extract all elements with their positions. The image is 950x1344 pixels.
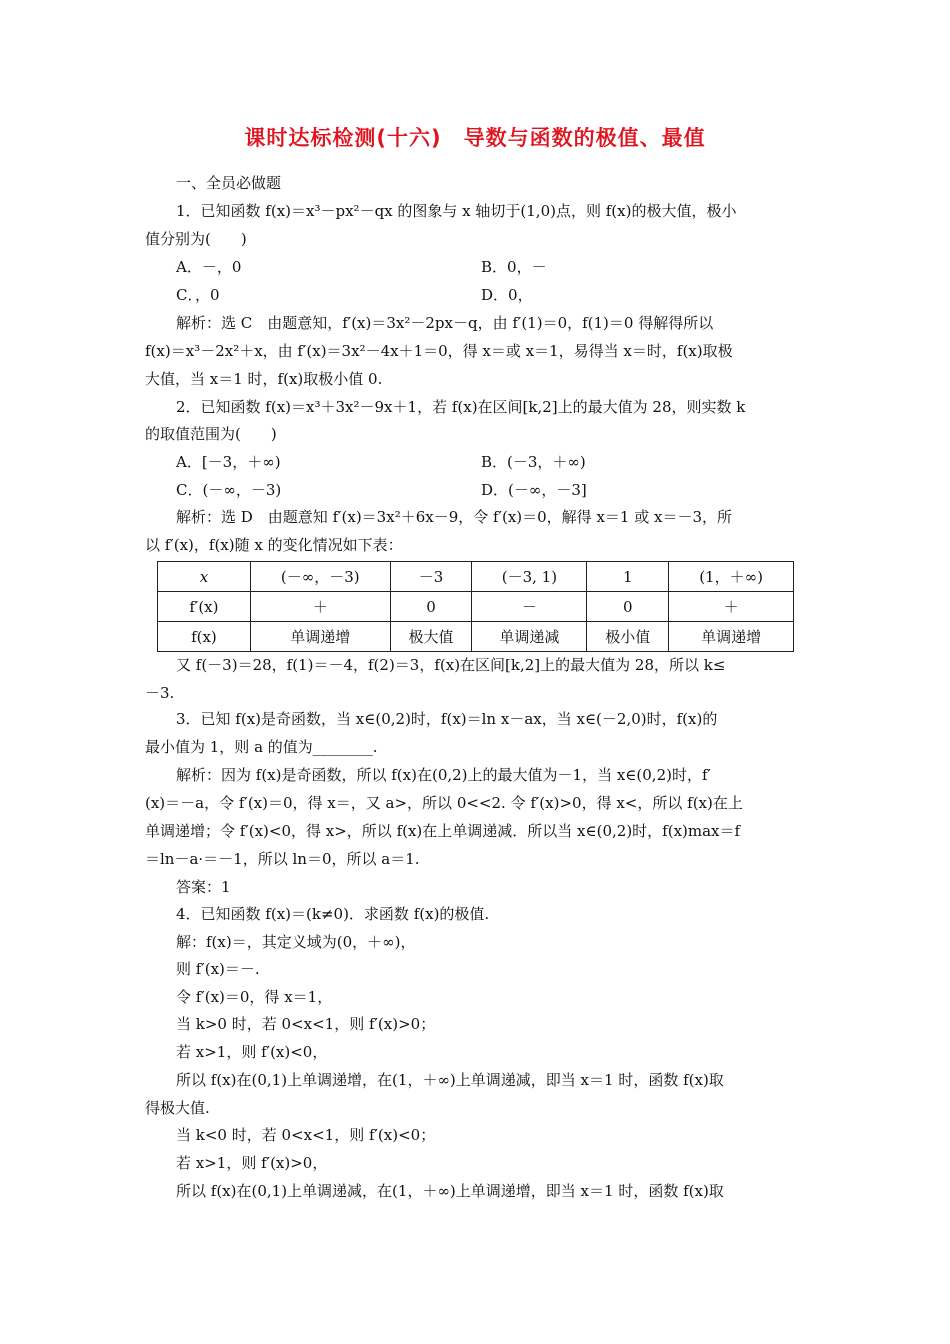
text-line: 的取值范围为( )	[145, 425, 277, 443]
text-line: 大值，当 x＝1 时，f(x)取极小值 0.	[145, 370, 383, 388]
text-line: 1．已知函数 f(x)＝x³－px²－qx 的图象与 x 轴切于(1,0)点，则 f(x)的极大值，极小	[176, 202, 737, 220]
table-row	[158, 592, 794, 622]
table-cell: 1	[587, 562, 669, 592]
table-cell: 单调递增	[250, 622, 390, 652]
text-line: 最小值为 1，则 a 的值为________.	[145, 738, 378, 756]
text-line: 解析：选 D 由题意知 f′(x)＝3x²＋6x－9，令 f′(x)＝0，解得 x＝1 或 x＝－3，所	[176, 508, 732, 526]
page-title: 课时达标检测(十六) 导数与函数的极值、最值	[244, 126, 706, 150]
table-cell: 单调递增	[669, 622, 794, 652]
text-line: 得极大值.	[145, 1099, 210, 1117]
table-cell: f(x)	[158, 622, 251, 652]
table-cell: (－∞，－3)	[250, 562, 390, 592]
text-line: 解：f(x)＝，其定义域为(0，＋∞)，	[176, 933, 416, 951]
table-cell: 极大值	[390, 622, 472, 652]
text-line: D．0，	[481, 286, 533, 304]
text-line: 解析：选 C 由题意知，f′(x)＝3x²－2px－q，由 f′(1)＝0，f(1)＝0 得解得所以	[176, 314, 714, 332]
text-line: C．(－∞，－3)	[176, 481, 282, 499]
text-line: B．0，－	[481, 258, 547, 276]
text-line: B．(－3，＋∞)	[481, 453, 586, 471]
variation-table	[157, 561, 794, 652]
table-row	[158, 622, 794, 652]
text-line: D．(－∞，－3]	[481, 481, 587, 499]
table-row	[158, 562, 794, 592]
table-cell: ＋	[250, 592, 390, 622]
table-cell: f′(x)	[158, 592, 251, 622]
text-line: (x)＝－a，令 f′(x)＝0，得 x＝，又 a>，所以 0<<2. 令 f′(x)>0，得 x<，所以 f(x)在上	[145, 794, 743, 812]
text-line: 单调递增；令 f′(x)<0，得 x>，所以 f(x)在上单调递减．所以当 x∈(0,2)时，f(x)max＝f	[145, 822, 741, 840]
text-line: 4．已知函数 f(x)＝(k≠0)．求函数 f(x)的极值.	[176, 905, 490, 923]
text-line: ＝ln－a·＝－1，所以 ln＝0，所以 a＝1.	[145, 850, 420, 868]
table-cell: －	[472, 592, 587, 622]
text-line: C．，0	[176, 286, 220, 304]
text-line: f(x)＝x³－2x²＋x，由 f′(x)＝3x²－4x＋1＝0，得 x＝或 x＝1，易得当 x＝时，f(x)取极	[145, 342, 733, 360]
text-line: 所以 f(x)在(0,1)上单调递增，在(1，＋∞)上单调递减，即当 x＝1 时，函数 f(x)取	[176, 1071, 724, 1089]
table-cell: (1，＋∞)	[669, 562, 794, 592]
text-line: 若 x>1，则 f′(x)>0，	[176, 1154, 328, 1172]
text-line: 当 k>0 时，若 0<x<1，则 f′(x)>0；	[176, 1015, 436, 1033]
text-line: 值分别为( )	[145, 230, 247, 248]
table-cell: －3	[390, 562, 472, 592]
text-line: 一、全员必做题	[176, 174, 282, 192]
table-cell: 单调递减	[472, 622, 587, 652]
text-line: 又 f(－3)＝28，f(1)＝－4，f(2)＝3，f(x)在区间[k,2]上的最大值为 28，所以 k≤	[176, 656, 726, 674]
text-line: 2．已知函数 f(x)＝x³＋3x²－9x＋1，若 f(x)在区间[k,2]上的最大值为 28，则实数 k	[176, 398, 746, 416]
text-line: 当 k<0 时，若 0<x<1，则 f′(x)<0；	[176, 1126, 436, 1144]
table-cell: 0	[587, 592, 669, 622]
table-cell: x	[158, 562, 251, 592]
table-cell: (－3, 1)	[472, 562, 587, 592]
table-cell: 0	[390, 592, 472, 622]
text-line: 答案：1	[176, 878, 231, 896]
text-line: 若 x>1，则 f′(x)<0，	[176, 1043, 328, 1061]
text-line: 以 f′(x)，f(x)随 x 的变化情况如下表：	[145, 536, 403, 554]
table-cell: ＋	[669, 592, 794, 622]
text-line: 3．已知 f(x)是奇函数，当 x∈(0,2)时，f(x)＝ln x－ax，当 x∈(－2,0)时，f(x)的	[176, 710, 718, 728]
text-line: 令 f′(x)＝0，得 x＝1，	[176, 988, 333, 1006]
text-line: 所以 f(x)在(0,1)上单调递减，在(1，＋∞)上单调递增，即当 x＝1 时，函数 f(x)取	[176, 1182, 724, 1200]
text-line: 解析：因为 f(x)是奇函数，所以 f(x)在(0,2)上的最大值为－1，当 x∈(0,2)时，f′	[176, 766, 711, 784]
text-line: A．[－3，＋∞)	[176, 453, 281, 471]
text-line: 则 f′(x)＝－.	[176, 960, 260, 978]
text-line: －3.	[145, 684, 175, 702]
table-cell: 极小值	[587, 622, 669, 652]
text-line: A．－，0	[176, 258, 242, 276]
